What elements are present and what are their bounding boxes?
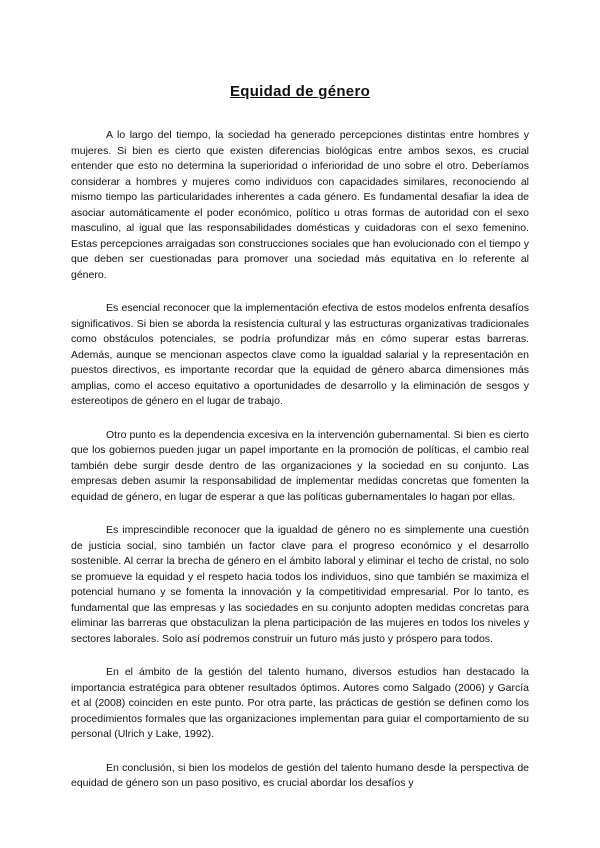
document-title: Equidad de género xyxy=(229,83,371,100)
paragraph-6: En conclusión, si bien los modelos de gestión del talento humano desde la perspectiva de equidad de género son un paso positivo, es crucial abordar los desafíos y xyxy=(71,761,529,789)
paragraph-2: Es esencial reconocer que la implementación efectiva de estos modelos enfrenta desafíos significativos. Si bien se aborda la resistencia cultural y las estructuras organizativas tradicionales como obstáculos potenciales, se podría profundizar más en cómo superar estas barreras. Además, aunque se mencionan aspectos clave como la igualdad salarial y la representación en puestos directivos, es importante recordar que la equidad de género abarca dimensiones más amplias, como el acceso equitativo a oportunidades de desarrollo y la eliminación de sesgos y estereotipos de género en el lugar de trabajo. xyxy=(71,302,529,407)
paragraph-3: Otro punto es la dependencia excesiva en la intervención gubernamental. Si bien es cierto que los gobiernos pueden jugar un papel importante en la promoción de políticas, el cambio real también debe surgir desde dentro de las organizaciones y la sociedad en su conjunto. Las empresas deben asumir la responsabilidad de implementar medidas concretas que fomenten la equidad de género, en lugar de esperar a que las políticas gubernamentales lo hagan por ellas. xyxy=(71,428,529,503)
paragraph-1: A lo largo del tiempo, la sociedad ha generado percepciones distintas entre hombres y mujeres. Si bien es cierto que existen diferencias biológicas entre ambos sexos, es crucial entender que esto no determina la superioridad o inferioridad de uno sobre el otro. Deberíamos considerar a hombres y mujeres como individuos con capacidades similares, reconociendo al mismo tiempo las particularidades inherentes a cada género. Es fundamental desafiar la idea de asociar automáticamente el poder económico, político u otras formas de autoridad con el sexo masculino, al igual que las responsabilidades domésticas y cuidadoras con el sexo femenino. Estas percepciones arraigadas son construcciones sociales que han evolucionado con el tiempo y que deben ser cuestionadas para promover una sociedad más equitativa en lo referente al género. xyxy=(71,129,529,281)
paragraph-5: En el ámbito de la gestión del talento humano, diversos estudios han destacado la importancia estratégica para obtener resultados óptimos. Autores como Salgado (2006) y García et al (2008) coinciden en este punto. Por otra parte, las prácticas de gestión se definen como los procedimientos formales que las organizaciones implementan para guiar el comportamiento de su personal (Ulrich y Lake, 1992). xyxy=(71,666,529,740)
paragraph-4: Es imprescindible reconocer que la igualdad de género no es simplemente una cuestión de justicia social, sino también un factor clave para el progreso económico y el desarrollo sostenible. Al cerrar la brecha de género en el ámbito laboral y eliminar el techo de cristal, no solo se promueve la equidad y el respeto hacia todos los individuos, sino que también se maximiza el potencial humano y se fomenta la innovación y la competitividad empresarial. Por lo tanto, es fundamental que las empresas y las sociedades en su conjunto adopten medidas concretas para eliminar las barreras que obstaculizan la plena participación de las mujeres en todos los niveles y sectores laborales. Solo así podremos construir un futuro más justo y próspero para todos. xyxy=(71,524,529,645)
